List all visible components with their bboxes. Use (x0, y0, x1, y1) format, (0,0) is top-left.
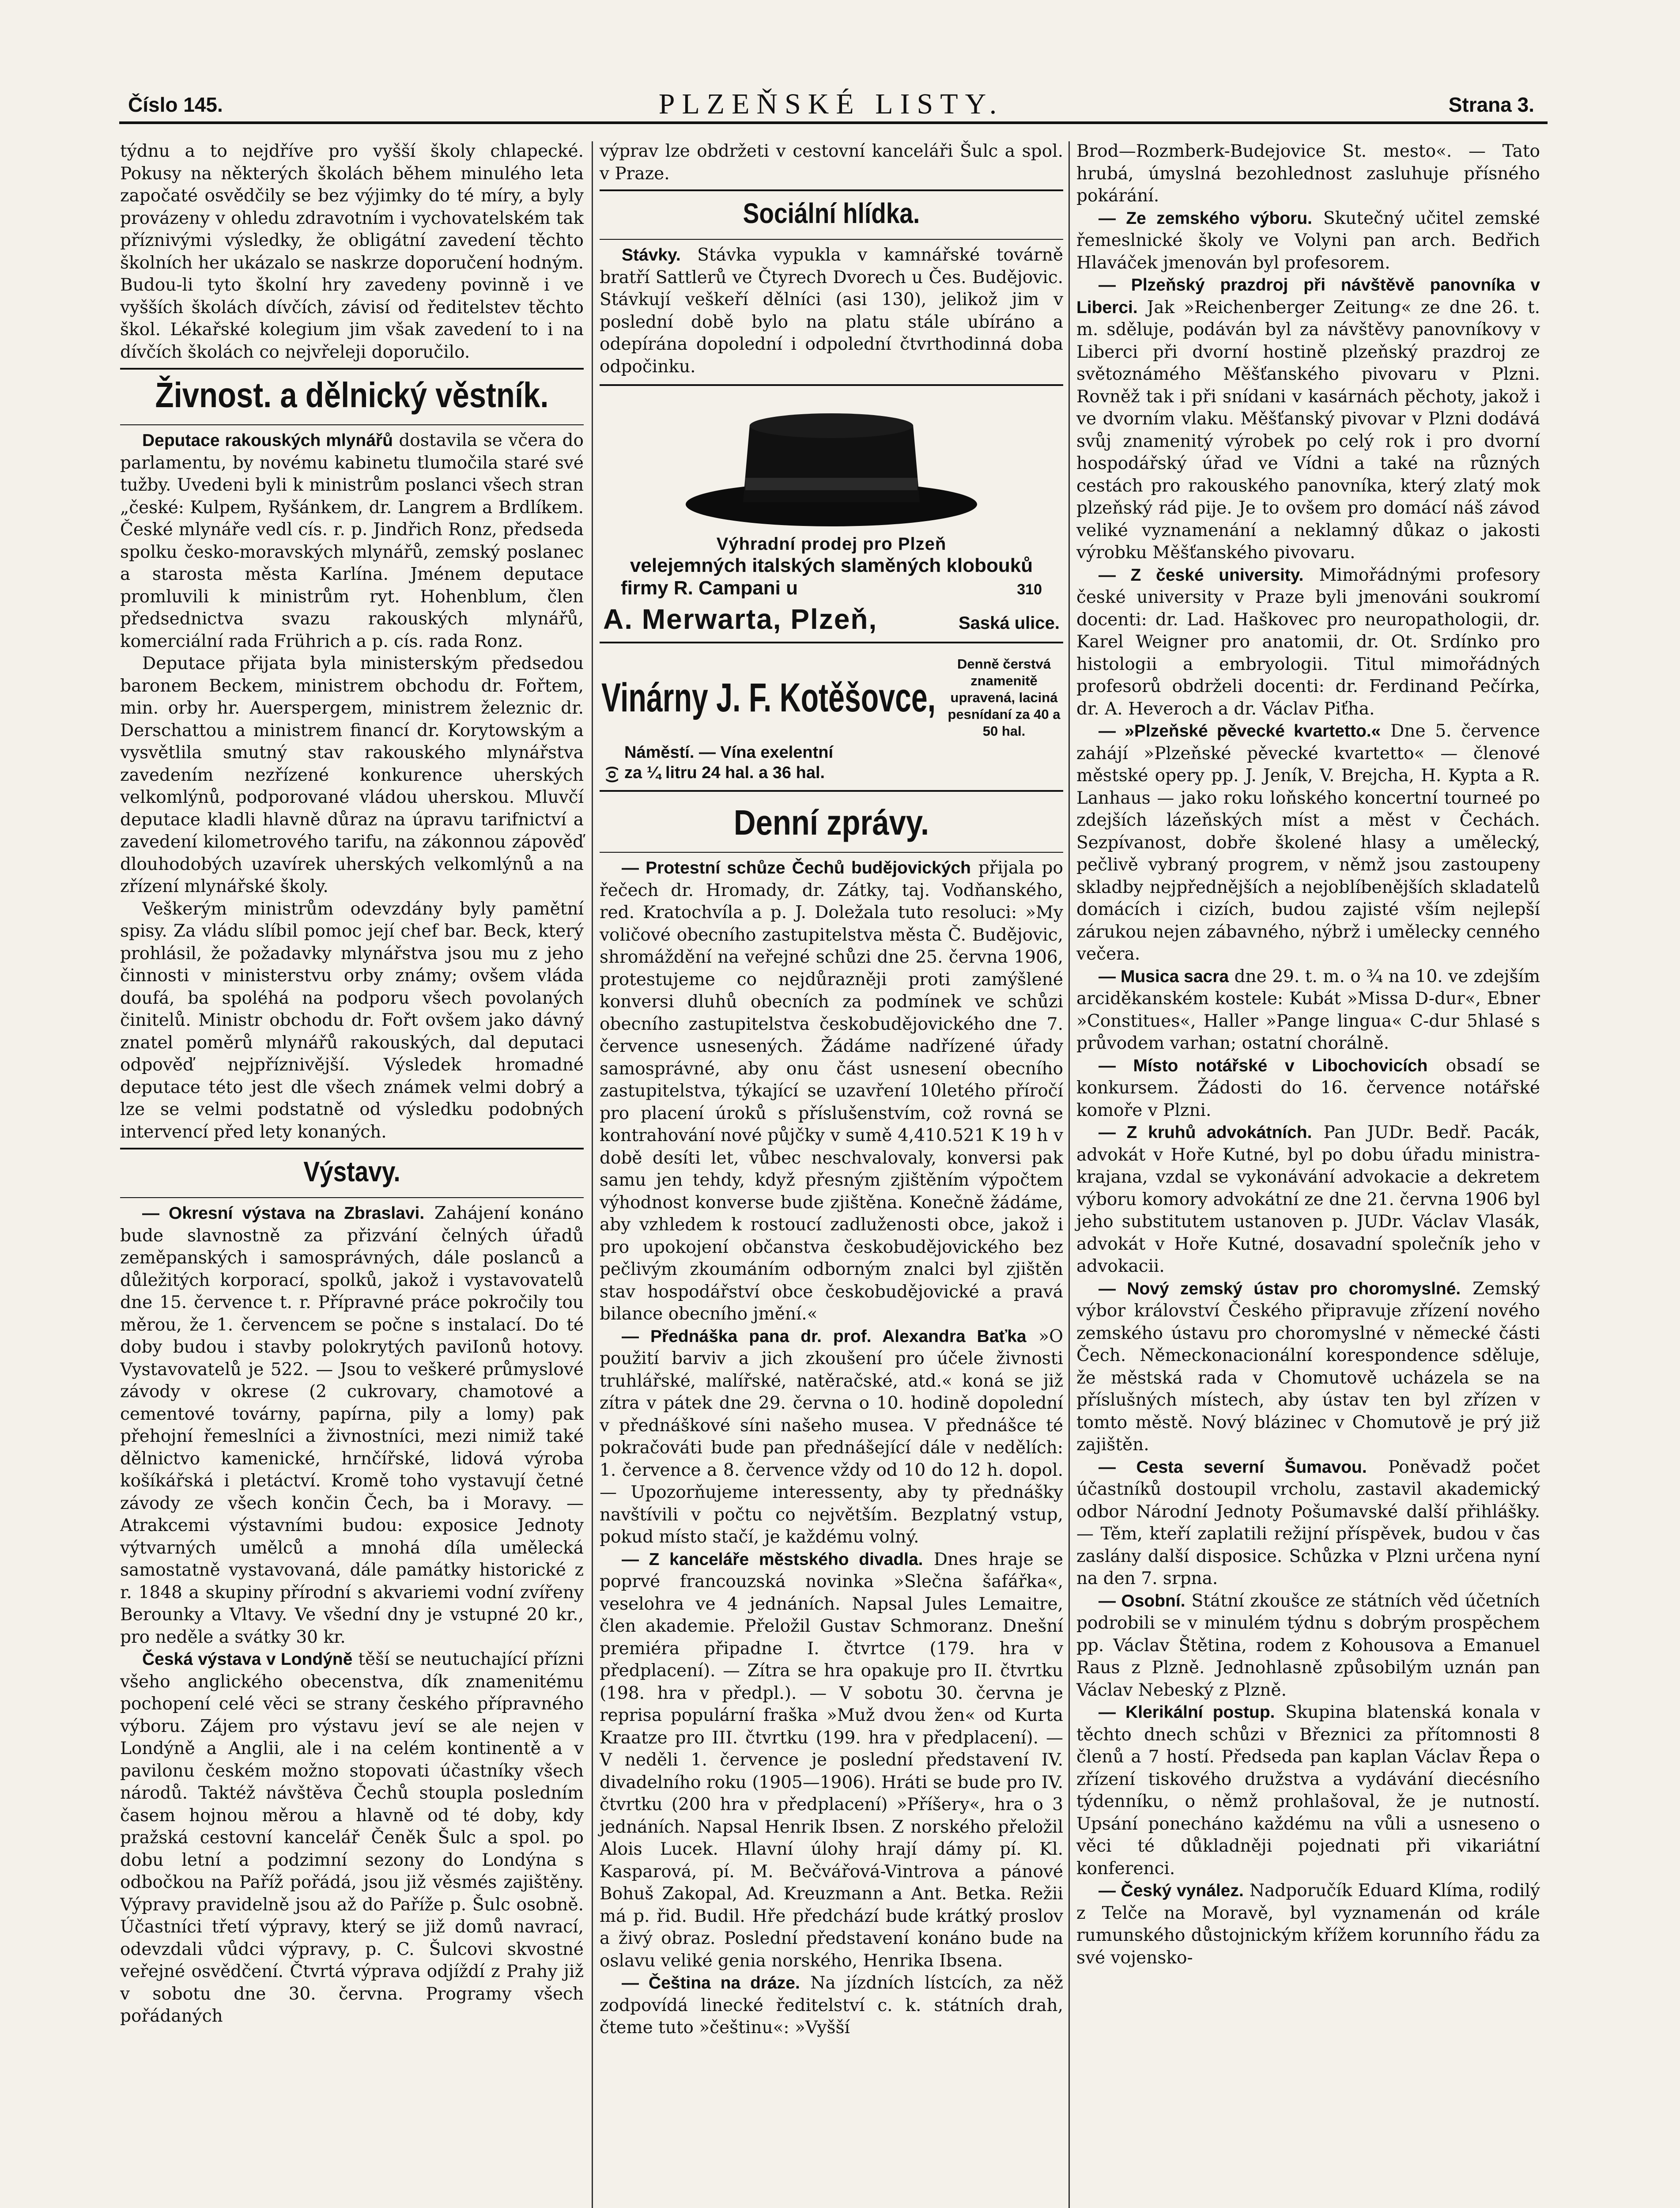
article-text: Na jízdních lístcích, za něž zodpovídá linecké ředitelství c. k. státních drah, čteme tuto »češtinu«: »Vyšší (600, 1973, 1063, 2038)
ad-merchant-row (603, 603, 1060, 635)
article-heading: — Čeština na dráze. (622, 1974, 800, 1992)
ad-address: Saská ulice. (958, 613, 1060, 633)
issue-number: Číslo 145. (128, 93, 223, 116)
article-continuation: týdnu a to nejdříve pro vyšší školy chlapecké. Pokusy na některých školách během minulého leta započaté osvědčily se bez výjimky do té míry, a byly provázeny v ohledu zdravotním i vychovatelském tak příznivými výsledky, že obligátní zavedení těchto školních her ukázalo se naskrze doporučení hodným. Budou-li tyto školní hry zavedeny povinně i ve vyšších školách dívčích, závisí od ředitelstev těchto škol. Lékařské kolegium jim však zavedení to i na dívčích školách co nejvřeleji doporučilo. (120, 141, 584, 362)
article-continuation: Brod—Rozmberk-Budejovice St. mesto«. — Tato hrubá, úmyslná bezohlednost zasluhuje přísného pokárání. (1076, 141, 1540, 206)
section-title: Sociální hlídka. (743, 197, 920, 229)
article-paragraph (1076, 1701, 1540, 1880)
column-right (1076, 140, 1540, 1969)
article-heading: — Cesta severní Šumavou. (1099, 1457, 1367, 1477)
article-text: Jak »Reichenberger Zeitung« ze dne 26. t. m. sděluje, podáván byl za návštěvy panovníkovy v Liberci při dvorní hostině plzeňský prazdroj ze světoznámého Měšťanského pivovaru v Plzni. Rovněž tak i při snídani v kasárnách pěchoty, jakož i ve dvorním vlaku. Měšťanský pivovar v Plzni dodává svůj znamenitý výrobek po celý rok i pro dvorní hospodářský úřad ve Vídni a také na různých cestách pro rakouského panovníka, který zlatý mok plzeňský rád pije. Je to ovšem pro domácí náš závod veliké vyznamenání a neklamný důkaz o jakosti výrobku Měšťanského pivovaru. (1076, 297, 1540, 563)
article-paragraph (1076, 208, 1540, 275)
article-heading: — Nový zemský ústav pro choromyslné. (1099, 1279, 1461, 1298)
column-middle (600, 140, 1063, 2039)
article-paragraph (1076, 1278, 1540, 1456)
wine-ad-text (624, 742, 1061, 783)
article-text: Státní zkoušce ze státních věd účetních podrobili se v minulém týdnu s dobrým prospěchem pp. Václav Štětina, rodem z Kohousova a Emanuel Raus z Plzně. Jednohlasně způsobilým uznán pan Václav Nebeský z Plzně. (1076, 1591, 1540, 1700)
article-text: »O použití barviv a jich zkoušení pro účele živnosti truhlářské, malířské, natěračské, atd.« koná se již zítra v pátek dne 29. června o 10. hodině dopolední v přednáškové síni našeho musea. V přednášce té pokračováti bude pan přednášející dále v nedělích: 1. července a 8. července vždy od 10 do 12 h. dopol. — Upozorňujeme interessenty, aby ty přednášky navštívili v počtu co největším. Bezplatný vstup, pokud místo stačí, je každému volný. (600, 1326, 1063, 1547)
article-paragraph (120, 1648, 584, 2028)
article-paragraph (1076, 1055, 1540, 1122)
article-text: Zahájení konáno bude slavnostně za přizvání čelných úřadů zeměpanských i samosprávných, dále poslanců a důležitých korporací, spolků, jakož i vystavovatelů dne 15. července t. r. Přípravné práce pokročily tou měrou, že 1. červencem se počne s instalací. Do té doby budou i stavby polokrytých paviIonů hotovy. Vystavovatelů je 522. — Jsou to veškeré průmyslové závody v okrese (2 cukrovary, chamotové a cementové továrny, papírna, pily a lomy) pak přehojní řemeslníci a živnostníci, mezi nimiž také dělnictvo kamenické, hrnčířské, lidová výroba košíkářská i pletáctví. Kromě toho vystavují četné závody ze všech končin Čech, ba i Moravy. — Atrakcemi výstavními budou: exposice Jednoty výtvarných umělců a mnohá díla umělecká samostatně vystavovaná, dále památky historické z r. 1848 a skupiny přírodní s akvariemi vodní zvířeny Berounky a Vltavy. Ve všední dny je vstupné 20 kr., pro neděle a svátky 30 kr. (120, 1203, 584, 1647)
article-text: Poněvadž počet účastníků dostoupil vrcholu, zastavil akademický odbor Národní Jednoty Pošumavské další přihlášky. — Těm, kteří zaplatili režijní příspěvek, budou v čas zaslány další disposice. Schůzka v Plzni určena nyní na den 7. srpna. (1076, 1457, 1540, 1588)
section-rule (600, 189, 1063, 191)
article-text: dostavila se včera do parlamentu, by novému kabinetu tlumočila staré své tužby. Uvedeni byli k ministrům poslanci všech stran „české: Kulpem, Ryšánkem, dr. Langrem a Brdlíkem. České mlynáře vedl cís. r. p. Jindřich Ronz, předseda spolku česko-moravských mlynářů, zemský poslanec a starosta města Karlína. Jménem deputace promluvili k ministrům ryt. Hohenblum, člen předsednictva svazu rakouských mlynářů, komerciální rada Frührich a p. cís. rada Ronz. (120, 431, 584, 651)
article-continuation: výprav lze obdržeti v cestovní kanceláři Šulc a spol. v Praze. (600, 141, 1063, 184)
wine-ad-top (601, 656, 1061, 740)
section-rule (120, 1148, 584, 1149)
section-rule (120, 368, 584, 370)
article-heading: — Plzeňský prazdroj při návštěvě panovníka v Liberci. (1076, 276, 1540, 317)
newspaper-title: PLZEŇSKÉ LISTY. (658, 88, 1004, 120)
page-number: Strana 3. (1448, 93, 1534, 116)
article-text: Nadporučík Eduard Klíma, rodilý z Telče na Moravě, byl vyznamenán od krále rumunského důstojnickým křížem korunního řádu za své vojensko- (1076, 1881, 1540, 1968)
article-text: Zemský výbor království Českého připravuje zřízení nového zemského ústavu pro choromyslné v německé části Čech. Německonacionální korespondence sděluje, že městská rada v Chomutově ucházela se na příslušných místech, aby ústav ten byl zřízen v tomto městě. Nový blázinec v Chomutově je prý již zajištěn. (1076, 1278, 1540, 1455)
section-title: Živnost. a dělnický věstník. (155, 375, 549, 415)
article-paragraph: Deputace přijata byla ministerským předsedou baronem Beckem, ministrem obchodu dr. Fořtem, min. orby hr. Auerspergem, ministrem železnic dr. Derschattou a ministrem financí dr. Korytowským a vysvětlila smutný stav rakouského mlynářstva zavedením nezřízené konkurence uherských velkomlýnů, podporované vládou uherskou. Mluvčí deputace kladli hlavně důraz na úpravu tarifnictví a zavedení kilometrového tarifu, na zákonnou zápověď dlouhodobých uzavírek uherských velkomlýnů a na zřízení mlynářské školy. (120, 654, 584, 896)
article-paragraph (600, 244, 1063, 378)
section-title: Denní zprávy. (733, 803, 929, 842)
article-paragraph (600, 857, 1063, 1326)
article-heading: Stávky. (622, 246, 681, 265)
article-text: dne 29. t. m. o ¾ na 10. ve zdejším arciděkanském kostele: Kubát »Missa D-dur«, Ebner »Constitues«, Haller »Pange lingua« C-dur 5hlasé s průvodem varhan; ostatní chorálně. (1076, 966, 1540, 1053)
wine-ad-breakfast: Denně čerstvá znamenitě upravená, laciná pesnídaní za 40 a 50 hal. (948, 656, 1061, 739)
article-text: přijala po řečech dr. Hromady, dr. Zátky, taj. Vodňanského, red. Kratochvíla a p. J. Doležala tuto resoluci: »My voličové obecního zastupitelstva města Č. Budějovic, shromáždění na veřejné schůzi dne 25. června 1906, protestujeme co nejdůrazněji proti zamýšlené konversi dluhů obecních za podmínek ve schůzi obecního zastupitelstva českobudějovického dne 7. července usnesených. Žádáme nadřízené úřady samosprávné, aby onu část usnesení obecního zastupitelstva, týkající se uzavření 10letého příročí pro placení úroků s příslušenstvím, což rovná se kontrahování nové půjčky v sumě 4,410.521 K 19 h v době desíti let, vůbec neschvalovaly, konversi pak samu jen tehdy, když přesným zjištěním výpočtem výhodnost konverse bude zjištěna. Konečně žádáme, aby vzhledem k rostoucí zadluženosti obce, jakož i pro upokojení občanstva českobudějovického bez pečlivým zkoumáním odborným znalci byl zjištěn stav hospodářství obce českobudějovické a pravá bilance obecního jmění.« (600, 858, 1063, 1324)
article-text: Mimořádnými profesory české university v Praze byli jmenováni soukromí docenti: dr. Lad. Haškovec pro neuropathologii, dr. Karel Weigner pro anatomii, dr. Ot. Srdínko pro histologii a embryologii. Titul mimořádných profesorů obdrželi docenti: dr. Ferdinand Pečírka, dr. A. Heveroch a dr. Václav Piťha. (1076, 565, 1540, 719)
wine-ad-number: (o) (604, 766, 619, 783)
section-rule (120, 424, 584, 425)
article-heading: — Místo notářské v Libochovicích (1099, 1056, 1428, 1075)
article-heading: — Ze zemského výboru. (1099, 208, 1313, 228)
article-heading: Česká výstava v Londýně (142, 1650, 353, 1669)
hat-advertisement (600, 384, 1063, 643)
article-heading: — Klerikální postup. (1099, 1703, 1275, 1722)
article-paragraph (120, 1202, 584, 1648)
column-divider (592, 141, 593, 2208)
column-left (120, 140, 584, 2028)
article-paragraph (600, 1972, 1063, 2039)
ad-firm: firmy R. Campani u (621, 577, 798, 599)
article-heading: — Z kanceláře městského divadla. (622, 1550, 923, 1569)
wine-ad-bottom (601, 742, 1061, 783)
wine-advertisement (600, 650, 1063, 792)
article-paragraph (1076, 966, 1540, 1055)
article-paragraph (120, 430, 584, 653)
article-paragraph (1076, 274, 1540, 564)
article-text: Skutečný učitel zemské řemeslnické školy ve Volyni pan arch. Bedřich Hlaváček jmenován byl profesorem. (1076, 208, 1540, 273)
article-paragraph (1076, 1590, 1540, 1702)
article-text: Dnes hraje se poprvé francouzská novinka »Slečna šafářka«, veselohra ve 4 jednáních. Napsal Jules Lemaitre, člen akademie. Přeložil Gustav Schmoranz. Dnešní premiéra připadne I. čtvrtce (179. hra v předplacení). — Zítra se hra opakuje pro II. čtvrtku (198. hra v předpl.). — V sobotu 30. června je reprisa populární fraška »Muž dvou žen« od Kurta Kraatze pro III. čtvrtku (199. hra v předplacení). — V neděli 1. července je poslední představení IV. divadelního roku (1905—1906). Hráti se bude pro IV. čtvrtku (200 hra v předplacení) »Příšery«, hra o 3 jednáních. Napsal Henrik Ibsen. Z norského přeložil Alois Lucek. Hlavní úlohy hrají dámy pí. Kl. Kasparová, pí. M. Bečvářová-Vintrova a pánové Bohuš Zakopal, Ad. Kreuzmann a Ant. Betka. Režii má p. řid. Budil. Hře předchází bude krátký proslov a živý obraz. Poslední představení konáno bude na oslavu veliké genia norského, Henrika Ibsena. (600, 1549, 1063, 1971)
article-paragraph (1076, 1456, 1540, 1590)
ad-code: 310 (1017, 581, 1042, 598)
section-rule (120, 1197, 584, 1198)
masthead (128, 84, 1534, 124)
article-text: Stávka vypukla v kamnářské továrně bratří Sattlerů ve Čtyrech Dvorech u Čes. Budějovic. Stávkují veškeří dělníci (asi 130), jelikož jim v poslední době bylo na platu stále ubíráno a odepírána dopolední i odpolední čtvrthodinná doba odpočinku. (600, 245, 1063, 377)
article-paragraph (1076, 564, 1540, 721)
article-heading: — Protestní schůze Čechů budějovických (622, 858, 971, 877)
article-text: obsadí se konkursem. Žádosti do 16. července notářské komoře v Plzni. (1076, 1055, 1540, 1120)
ad-merchant: A. Merwarta, Plzeň, (603, 603, 878, 635)
wine-ad-name: Vinárny J. F. Kotěšovce, (601, 675, 936, 720)
article-heading: — Český vynález. (1099, 1881, 1244, 1900)
masthead-rule (119, 121, 1548, 124)
article-heading: — Musica sacra (1099, 967, 1229, 986)
article-paragraph (1076, 720, 1540, 966)
section-title: Výstavy. (303, 1156, 400, 1187)
article-text: těší se neutuchající přízni všeho anglického obecenstva, dík znamenitému pochopení celé věci se strany českého přípravného výboru. Zájem pro výstavu jeví se ale nejen v Londýně a Anglii, ale i na celém kontinentě a v pavilonu českém možno stopovati účastníky všech národů. Taktéž návštěva Čechů stoupla posledním časem hojnou měrou a hlavně od té doby, kdy pražská cestovní kancelář Čeněk Šulc a spol. po dobu letní a podzimní sezony do Londýna s odbočkou na Paříž pořádá, jsou již věsmés zajištěny. Výpravy pravidelně jsou až do Paříže p. Šulc osobně. Účastníci třetí výpravy, který se již domů navrací, odevzdali vůdci výpravy, p. C. Šulcovi skvostné veřejné osvědčení. Čtvrtá výprava odjíždí z Prahy již v sobotu dne 30. června. Programy všech pořádaných (120, 1649, 584, 2026)
article-paragraph (1076, 1880, 1540, 1969)
section-rule (600, 239, 1063, 240)
article-heading: Deputace rakouských mlynářů (142, 431, 393, 450)
section-rule (600, 852, 1063, 853)
ad-subline: velejemných italských slaměných klobouků (630, 555, 1033, 576)
wine-ad-place: Náměstí. — Vína exelentní (624, 743, 834, 762)
article-heading: — Okresní výstava na Zbraslavi. (142, 1204, 425, 1223)
article-heading: — Z kruhů advokátních. (1099, 1123, 1312, 1142)
article-heading: — Přednáška pana dr. prof. Alexandra Baťka (622, 1327, 1027, 1346)
article-paragraph: Veškerým ministrům odevzdány byly pamětní spisy. Za vládu slíbil pomoc její chef bar. Beck, který prohlásil, že požadavky mlynářstva jsou mu z jeho činnosti v ministerstvu orby známy; ovšem vláda doufá, ba spoléhá na podporu všech povolaných činitelů. Ministr obchodu dr. Fořt ovšem jako dávný znatel poměrů mlynářů rakouských, dal deputaci odpověď nejpříznivější. Výsledek hromadné deputace této jest dle všech známek velmi dobrý a lze se velmi podstatně od výsledku podobných intervencí před lety konaných. (120, 899, 584, 1142)
article-text: Skupina blatenská konala v těchto dnech schůzi v Březnici za přítomnosti 8 členů a 7 hostí. Předseda pan kaplan Václav Řepa o zřízení tiskového družstva a vydávání diecésního týdenníku, o němž prohlašoval, že je nutností. Upsání ponecháno každému na vůli a usneseno o věci té důkladněji pojednati při vikariátní konferenci. (1076, 1702, 1540, 1879)
article-paragraph (600, 1326, 1063, 1549)
column-divider (1068, 141, 1070, 2208)
article-heading: — »Plzeňské pěvecké kvartetto.« (1099, 722, 1381, 741)
wine-ad-price: za ¼ litru 24 hal. a 36 hal. (624, 764, 825, 782)
hat-illustration (677, 398, 986, 531)
article-paragraph (600, 1549, 1063, 1973)
article-heading: — Z české university. (1099, 565, 1304, 585)
ad-firm-row (603, 577, 1060, 599)
article-text: Pan JUDr. Bedř. Pacák, advokát v Hoře Kutné, byl po dobu úřadu ministra-krajana, vzdal se vykonávání advokacie a dekretem výboru komory advokátní ze dne 21. června 1906 byl jeho substitutem ustanoven p. JUDr. Václav Vlasák, advokát v Hoře Kutné, dosavadní společník jeho v advokacii. (1076, 1123, 1540, 1276)
article-paragraph (1076, 1122, 1540, 1278)
ad-headline: Výhradní prodej pro Plzeň (716, 534, 947, 554)
article-heading: — Osobní. (1099, 1591, 1185, 1611)
article-text: Dne 5. července zahájí »Plzeňské pěvecké kvartetto« — členové městské opery pp. J. Jeník, V. Brejcha, H. Kypta a R. Lanhaus — jako roku loňského koncertní tourneé po zdejších lázeňských míst a měst v Čechách. Sezpívanost, dobře školené hlasy a umělecký, pečlivě vybraný progrem, v němž jsou zastoupeny skladby nejpřednějších a nejoblíbenějších skladatelů domácích i cizích, budou zajisté vším nejlepší zárukou nejen zábavného, nýbrž i umělecky cenného večera. (1076, 721, 1540, 964)
